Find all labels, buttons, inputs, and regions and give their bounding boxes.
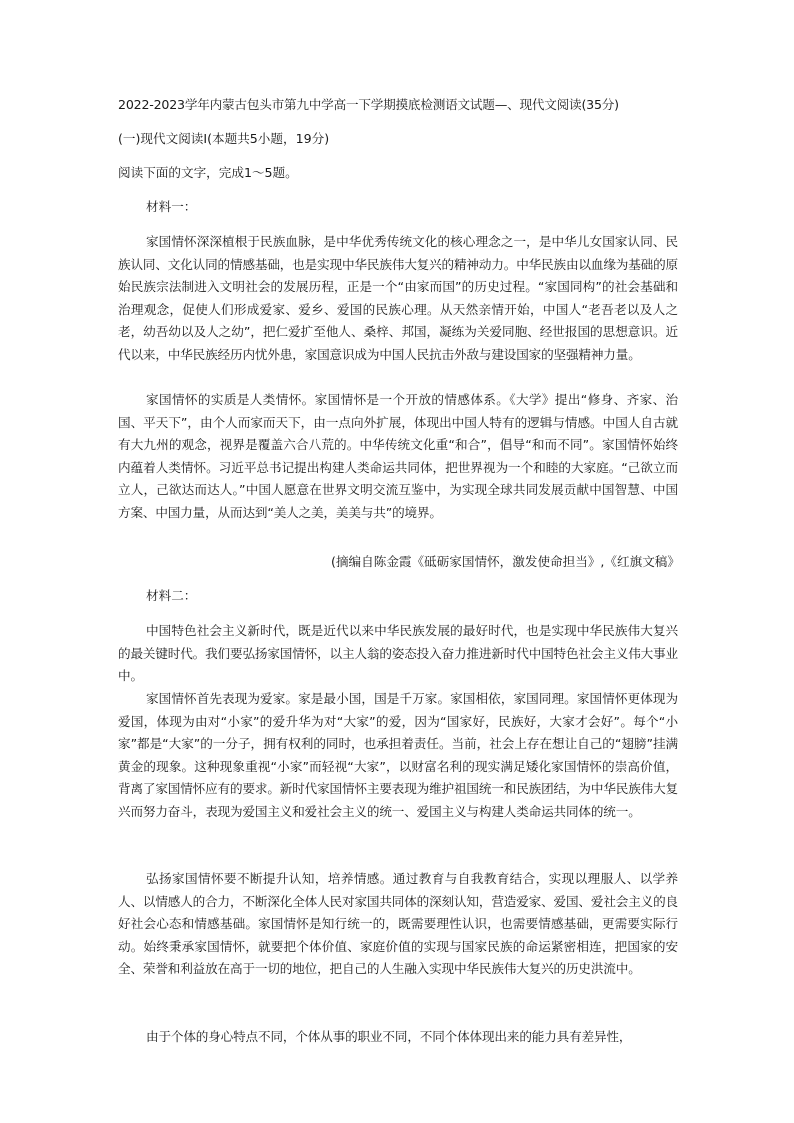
document-title: 2022-2023学年内蒙古包头市第九中学高一下学期摸底检测语文试题—、现代文阅读(35分): [118, 97, 619, 112]
material-one-source: (摘编自陈金霞《砥砺家国情怀，激发使命担当》,《红旗文稿》: [331, 554, 680, 569]
material-two-paragraph: 由于个体的身心特点不同，个体从事的职业不同，不同个体体现出来的能力具有差异性，: [146, 1029, 632, 1044]
material-one-label: 材料一：: [146, 199, 197, 214]
material-two-paragraph: 中国特色社会主义新时代，既是近代以来中华民族发展的最好时代，也是实现中华民族伟大复兴的最关键时代。我们要弘扬家国情怀，以主人翁的姿态投入奋力推进新时代中国特色社会主义伟大事业中。: [118, 623, 678, 683]
section-heading: (一)现代文阅读Ⅰ(本题共5小题，19分): [118, 131, 330, 146]
reading-instruction: 阅读下面的文字，完成1～5题。: [118, 165, 298, 180]
material-two-paragraph: 家国情怀首先表现为爱家。家是最小国，国是千万家。家国相依，家国同理。家国情怀更体现为爱国，体现为由对“小家”的爱升华为对“大家”的爱，因为“国家好，民族好，大家才会好”。每个“小家”都是“大家”的一分子，拥有权利的同时，也承担着责任。当前，社会上存在想让自己的“翅膀”挂满黄金的现象。这种现象重视“小家”而轻视“大家”，以财富名利的现实满足矮化家国情怀的崇高价值，背离了家国情怀应有的要求。新时代家国情怀主要表现为维护祖国统一和民族团结，为中华民族伟大复兴而努力奋斗，表现为爱国主义和爱社会主义的统一、爱国主义与构建人类命运共同体的统一。: [118, 691, 678, 819]
material-two-paragraph: 弘扬家国情怀要不断提升认知，培养情感。通过教育与自我教育结合，实现以理服人、以学养人、以情感人的合力，不断深化全体人民对家国共同体的深刻认知，营造爱家、爱国、爱社会主义的良好社会心态和情感基础。家国情怀是知行统一的，既需要理性认识，也需要情感基础，更需要实际行动。始终秉承家国情怀，就要把个体价值、家庭价值的实现与国家民族的命运紧密相连，把国家的安全、荣誉和利益放在高于一切的地位，把自己的人生融入实现中华民族伟大复兴的历史洪流中。: [118, 871, 678, 976]
material-one-paragraph: 家国情怀深深植根于民族血脉，是中华优秀传统文化的核心理念之一，是中华儿女国家认同、民族认同、文化认同的情感基础，也是实现中华民族伟大复兴的精神动力。中华民族由以血缘为基础的原始民族宗法制进入文明社会的发展历程，正是一个“由家而国”的历史过程。“家国同构”的社会基础和治理观念，促使人们形成爱家、爱乡、爱国的民族心理。从天然亲情开始，中国人“老吾老以及人之老，幼吾幼以及人之幼”，把仁爱扩至他人、桑梓、邦国，凝练为关爱同胞、经世报国的思想意识。近代以来，中华民族经历内忧外患，家国意识成为中国人民抗击外敌与建设国家的坚强精神力量。: [118, 234, 678, 362]
material-two-label: 材料二：: [146, 588, 197, 603]
material-one-paragraph: 家国情怀的实质是人类情怀。家国情怀是一个开放的情感体系。《大学》提出“修身、齐家、治国、平天下”，由个人而家而天下，由一点向外扩展，体现出中国人特有的逻辑与情感。中国人自古就有大九州的观念，视界是覆盖六合八荒的。中华传统文化重“和合”，倡导“和而不同”。家国情怀始终内蕴着人类情怀。习近平总书记提出构建人类命运共同体，把世界视为一个和睦的大家庭。“己欲立而立人，己欲达而达人。”中国人愿意在世界文明交流互鉴中，为实现全球共同发展贡献中国智慧、中国方案、中国力量，从而达到“美人之美，美美与共”的境界。: [118, 392, 678, 520]
